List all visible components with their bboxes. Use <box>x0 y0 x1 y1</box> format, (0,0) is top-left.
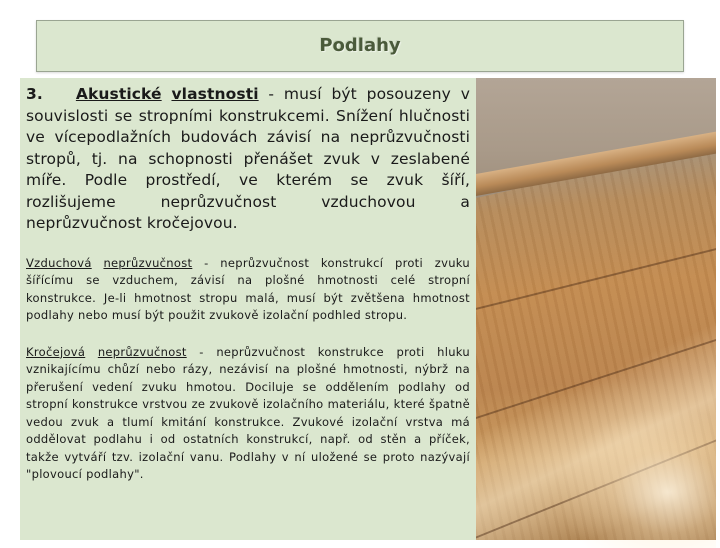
slide-title: Podlahy <box>319 34 401 56</box>
impact-paragraph <box>26 344 470 484</box>
heading-word-1: Akustické <box>75 85 162 103</box>
airborne-text: - neprůzvučnost konstrukcí proti zvuku šířícímu se vzduchem, závisí na plošné hmotnosti celé stropní konstrukce. Je-li hmotnost stropu malá, musí být zvětšena hmotnost podlahy nebo musí být použit zvukově izolační podhled stropu. <box>26 255 470 322</box>
intro-text: - musí být posouzeny v souvislosti se stropními konstrukcemi. Snížení hlučnosti ve vícepodlažních budovách závisí na neprůzvučnosti stropů, tj. na schopnosti přenášet zvuk v zeslabené míře. Podle prostředí, ve kterém se zvuk šíří, rozlišujeme neprůzvučnost vzduchovou a neprůzvučnost kročejovou. <box>26 85 470 232</box>
airborne-term-1: Vzduchová <box>26 255 92 270</box>
light-glare <box>556 408 716 548</box>
board-seam <box>476 248 716 310</box>
section-number: 3. <box>26 85 43 103</box>
content-text-box <box>20 78 476 540</box>
impact-text: - neprůzvučnost konstrukce proti hluku vznikajícímu chůzí nebo rázy, nezávisí na plošné hmotnosti, nýbrž na přerušení vedení zvuku hmotou. Dociluje se oddělením podlahy od stropní konstrukce vrstvou ze zvukově izolačního materiálu, které špatně vedou zvuk a tlumí kmitání konstrukce. Zvukové izolační vrstva má oddělovat podlahu i od ostatních konstrukcí, např. od stěn a příček, takže vytváří tzv. izolační vanu. Podlahy v ní uložené se proto nazývají "plovoucí podlahy". <box>26 344 470 481</box>
impact-term-2: neprůzvučnost <box>97 344 187 359</box>
laminate-floor-photo <box>476 78 716 540</box>
slide-title-box <box>36 20 684 72</box>
intro-paragraph <box>26 84 470 235</box>
impact-term-1: Kročejová <box>26 344 86 359</box>
airborne-term-2: neprůzvučnost <box>103 255 193 270</box>
airborne-paragraph <box>26 255 470 325</box>
heading-word-2: vlastnosti <box>171 85 259 103</box>
board-seam <box>476 339 716 419</box>
